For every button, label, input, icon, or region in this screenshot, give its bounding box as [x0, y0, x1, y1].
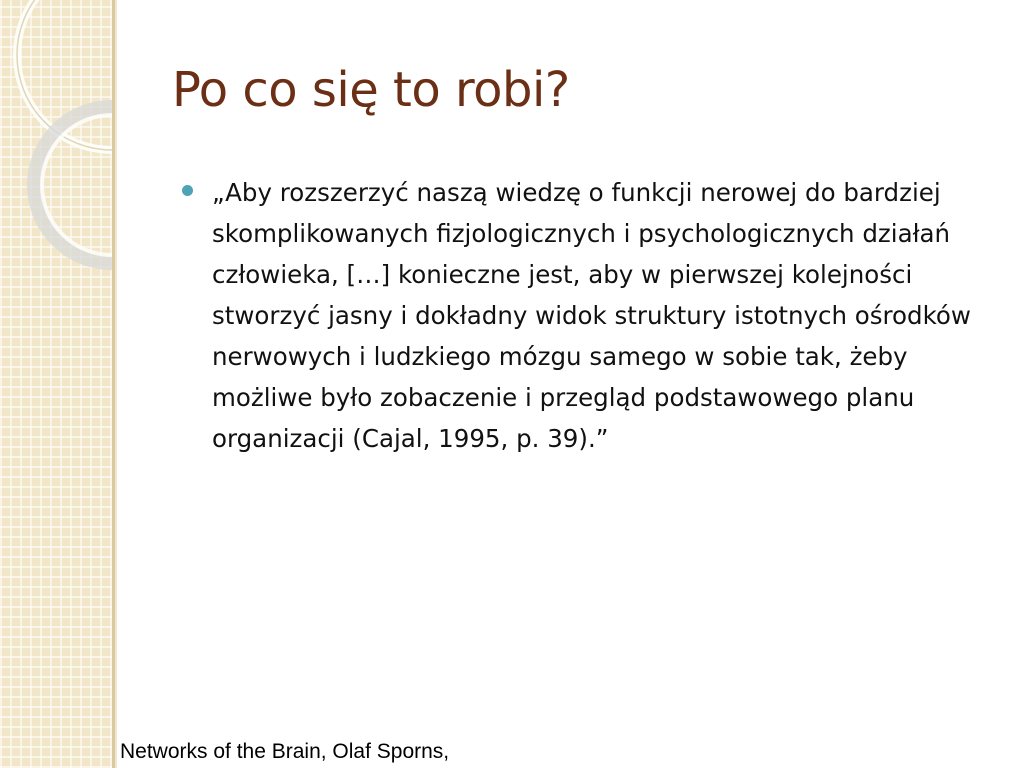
bullet-item — [182, 172, 992, 459]
quote-text: „Aby rozszerzyć naszą wiedzę o funkcji nerowej do bardziej skomplikowanych fizjologicznych i psychologicznych działań człowieka, […] konieczne jest, aby w pierwszej kolejności stworzyć jasny i dokładny widok struktury istotnych ośrodków nerwowych i ludzkiego mózgu samego w sobie tak, żeby możliwe było zobaczenie i przegląd podstawowego planu organizacji (Cajal, 1995, p. 39).” — [212, 178, 971, 453]
bullet-dot-icon — [182, 185, 193, 196]
side-band-edge-highlight — [115, 0, 117, 768]
slide-content — [182, 172, 992, 459]
slide-title: Po co się to robi? — [172, 62, 570, 118]
decorative-rings — [0, 0, 112, 768]
source-footer: Networks of the Brain, Olaf Sporns, — [120, 740, 450, 763]
decorative-side-band — [0, 0, 112, 768]
